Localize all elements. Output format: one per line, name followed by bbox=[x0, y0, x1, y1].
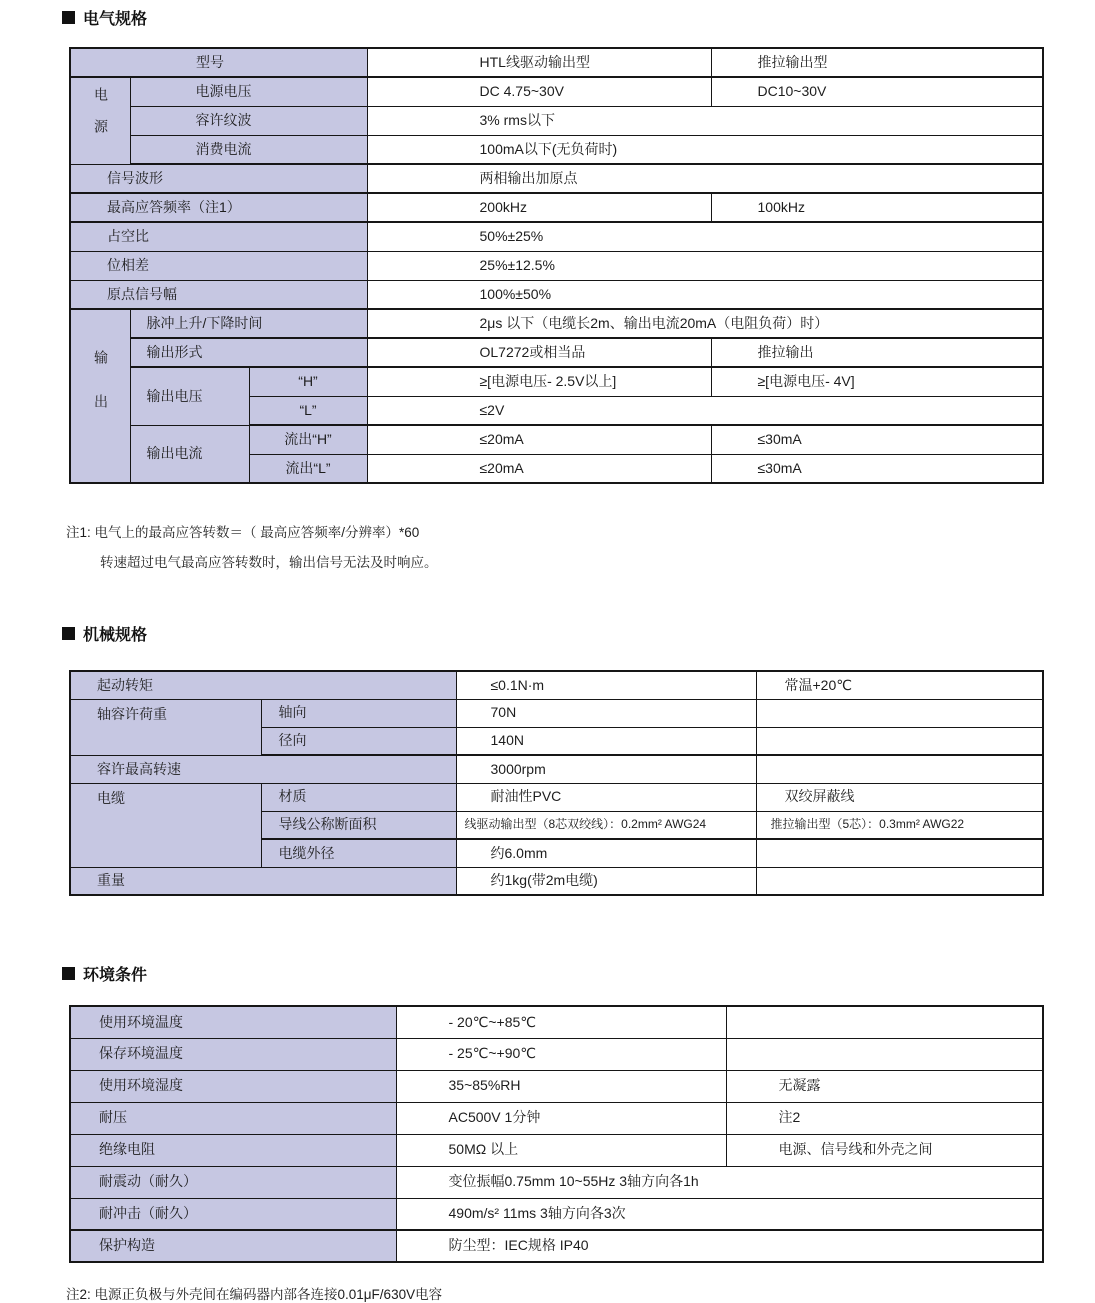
row-label-cell: 耐压 bbox=[70, 1102, 396, 1134]
table-row bbox=[70, 280, 1043, 309]
electrical-section-title bbox=[62, 6, 147, 29]
section-square-icon bbox=[62, 11, 75, 24]
group-label-cell: 电缆 bbox=[70, 783, 261, 867]
value-cell: ≤20mA bbox=[367, 425, 711, 454]
row-label-cell: 使用环境温度 bbox=[70, 1006, 396, 1038]
value-cell: 两相输出加原点 bbox=[367, 164, 1043, 193]
row-label-cell: 输出电流 bbox=[130, 425, 249, 483]
table-row bbox=[70, 251, 1043, 280]
table-row bbox=[70, 1230, 1043, 1262]
table-row bbox=[70, 1006, 1043, 1038]
group-label-text: 输出 bbox=[93, 349, 109, 438]
row-label-cell: 输出形式 bbox=[130, 338, 367, 367]
value-cell: 3000rpm bbox=[456, 755, 756, 783]
value-cell: ≤20mA bbox=[367, 454, 711, 483]
value-cell: 约6.0mm bbox=[456, 839, 756, 867]
table-row bbox=[70, 755, 1043, 783]
table-row bbox=[70, 425, 1043, 454]
row-label-cell: 原点信号幅 bbox=[70, 280, 367, 309]
value-cell: - 25℃~+90℃ bbox=[396, 1038, 726, 1070]
value-cell: 推拉输出型（5芯）：0.3mm² AWG22 bbox=[756, 811, 1043, 839]
sub-label-cell: “H” bbox=[249, 367, 367, 396]
value-cell: ≤30mA bbox=[711, 425, 1043, 454]
section-title-text: 电气规格 bbox=[83, 11, 148, 28]
value-cell: 490m/s² 11ms 3轴方向各3次 bbox=[396, 1198, 1043, 1230]
table-row bbox=[70, 1038, 1043, 1070]
row-label-cell: 耐震动（耐久） bbox=[70, 1166, 396, 1198]
row-label-cell: 输出电压 bbox=[130, 367, 249, 425]
section-title-text: 环境条件 bbox=[83, 967, 148, 984]
value-cell: 3% rms以下 bbox=[367, 106, 1043, 135]
value-cell bbox=[726, 1006, 1043, 1038]
row-label-cell: 绝缘电阻 bbox=[70, 1134, 396, 1166]
value-cell: OL7272或相当品 bbox=[367, 338, 711, 367]
table-row bbox=[70, 222, 1043, 251]
value-cell: DC10~30V bbox=[711, 77, 1043, 106]
table-row bbox=[70, 106, 1043, 135]
sub-label-cell: “L” bbox=[249, 396, 367, 425]
sub-label-cell: 流出“L” bbox=[249, 454, 367, 483]
group-label-text: 电源 bbox=[93, 86, 109, 151]
value-cell: ≥[电源电压- 4V] bbox=[711, 367, 1043, 396]
value-cell: 35~85%RH bbox=[396, 1070, 726, 1102]
row-label-cell: 径向 bbox=[261, 727, 456, 755]
value-cell: HTL线驱动输出型 bbox=[367, 48, 711, 77]
value-cell: 电源、信号线和外壳之间 bbox=[726, 1134, 1043, 1166]
value-cell: 25%±12.5% bbox=[367, 251, 1043, 280]
value-cell bbox=[756, 755, 1043, 783]
value-cell: 双绞屏蔽线 bbox=[756, 783, 1043, 811]
table-row bbox=[70, 367, 1043, 396]
value-cell: 100kHz bbox=[711, 193, 1043, 222]
value-cell: 140N bbox=[456, 727, 756, 755]
value-cell: 推拉输出 bbox=[711, 338, 1043, 367]
value-cell: DC 4.75~30V bbox=[367, 77, 711, 106]
row-label-cell: 型号 bbox=[70, 48, 367, 77]
table-row bbox=[70, 309, 1043, 338]
electrical-spec-table bbox=[69, 47, 1044, 484]
value-cell: 线驱动输出型（8芯双绞线）：0.2mm² AWG24 bbox=[456, 811, 756, 839]
value-cell: 防尘型：IEC规格 IP40 bbox=[396, 1230, 1043, 1262]
row-label-cell: 脉冲上升/下降时间 bbox=[130, 309, 367, 338]
electrical-note-line2: 转速超过电气最高应答转数时，输出信号无法及时响应。 bbox=[100, 555, 438, 570]
value-cell: 70N bbox=[456, 699, 756, 727]
value-cell: 200kHz bbox=[367, 193, 711, 222]
value-cell: 无凝露 bbox=[726, 1070, 1043, 1102]
row-label-cell: 电源电压 bbox=[130, 77, 367, 106]
table-row bbox=[70, 135, 1043, 164]
row-label-cell: 导线公称断面积 bbox=[261, 811, 456, 839]
table-row bbox=[70, 1198, 1043, 1230]
value-cell: 变位振幅0.75mm 10~55Hz 3轴方向各1h bbox=[396, 1166, 1043, 1198]
value-cell: 100mA以下(无负荷时) bbox=[367, 135, 1043, 164]
table-row bbox=[70, 867, 1043, 895]
row-label-cell: 使用环境湿度 bbox=[70, 1070, 396, 1102]
environment-section-title bbox=[62, 962, 147, 985]
table-row bbox=[70, 671, 1043, 699]
row-label-cell: 占空比 bbox=[70, 222, 367, 251]
value-cell: ≤30mA bbox=[711, 454, 1043, 483]
value-cell: AC500V 1分钟 bbox=[396, 1102, 726, 1134]
table-row bbox=[70, 193, 1043, 222]
row-label-cell: 保存环境温度 bbox=[70, 1038, 396, 1070]
value-cell: 约1kg(带2m电缆) bbox=[456, 867, 756, 895]
value-cell bbox=[726, 1038, 1043, 1070]
group-label-cell bbox=[70, 309, 130, 483]
table-row bbox=[70, 1102, 1043, 1134]
value-cell: - 20℃~+85℃ bbox=[396, 1006, 726, 1038]
value-cell: 2μs 以下（电缆长2m、输出电流20mA（电阻负荷）时） bbox=[367, 309, 1043, 338]
row-label-cell: 信号波形 bbox=[70, 164, 367, 193]
value-cell: 50%±25% bbox=[367, 222, 1043, 251]
row-label-cell: 容许最高转速 bbox=[70, 755, 456, 783]
row-label-cell: 材质 bbox=[261, 783, 456, 811]
value-cell: ≥[电源电压- 2.5V以上] bbox=[367, 367, 711, 396]
value-cell: ≤2V bbox=[367, 396, 1043, 425]
value-cell bbox=[756, 839, 1043, 867]
table-row bbox=[70, 783, 1043, 811]
section-title-text: 机械规格 bbox=[83, 627, 148, 644]
row-label-cell: 最高应答频率（注1） bbox=[70, 193, 367, 222]
row-label-cell: 电缆外径 bbox=[261, 839, 456, 867]
table-row bbox=[70, 338, 1043, 367]
section-square-icon bbox=[62, 967, 75, 980]
row-label-cell: 耐冲击（耐久） bbox=[70, 1198, 396, 1230]
table-row bbox=[70, 164, 1043, 193]
group-label-cell: 轴容许荷重 bbox=[70, 699, 261, 755]
value-cell: 100%±50% bbox=[367, 280, 1043, 309]
table-row bbox=[70, 1166, 1043, 1198]
row-label-cell: 轴向 bbox=[261, 699, 456, 727]
environment-spec-table bbox=[69, 1005, 1044, 1263]
value-cell: 推拉输出型 bbox=[711, 48, 1043, 77]
table-row bbox=[70, 1070, 1043, 1102]
mechanical-section-title bbox=[62, 622, 147, 645]
row-label-cell: 起动转矩 bbox=[70, 671, 456, 699]
mechanical-spec-table bbox=[69, 670, 1044, 896]
section-square-icon bbox=[62, 627, 75, 640]
row-label-cell: 消费电流 bbox=[130, 135, 367, 164]
electrical-note-line1: 注1: 电气上的最高应答转数＝（ 最高应答频率/分辨率）*60 bbox=[66, 525, 420, 540]
table-row bbox=[70, 48, 1043, 77]
sub-label-cell: 流出“H” bbox=[249, 425, 367, 454]
value-cell: 注2 bbox=[726, 1102, 1043, 1134]
value-cell bbox=[756, 727, 1043, 755]
value-cell bbox=[756, 867, 1043, 895]
row-label-cell: 重量 bbox=[70, 867, 456, 895]
table-row bbox=[70, 699, 1043, 727]
row-label-cell: 保护构造 bbox=[70, 1230, 396, 1262]
value-cell: 耐油性PVC bbox=[456, 783, 756, 811]
value-cell: 常温+20℃ bbox=[756, 671, 1043, 699]
value-cell: ≤0.1N·m bbox=[456, 671, 756, 699]
row-label-cell: 位相差 bbox=[70, 251, 367, 280]
table-row bbox=[70, 77, 1043, 106]
group-label-cell bbox=[70, 77, 130, 164]
environment-note: 注2: 电源正负极与外壳间在编码器内部各连接0.01μF/630V电容 bbox=[66, 1287, 443, 1302]
table-row bbox=[70, 1134, 1043, 1166]
value-cell: 50MΩ 以上 bbox=[396, 1134, 726, 1166]
row-label-cell: 容许纹波 bbox=[130, 106, 367, 135]
value-cell bbox=[756, 699, 1043, 727]
